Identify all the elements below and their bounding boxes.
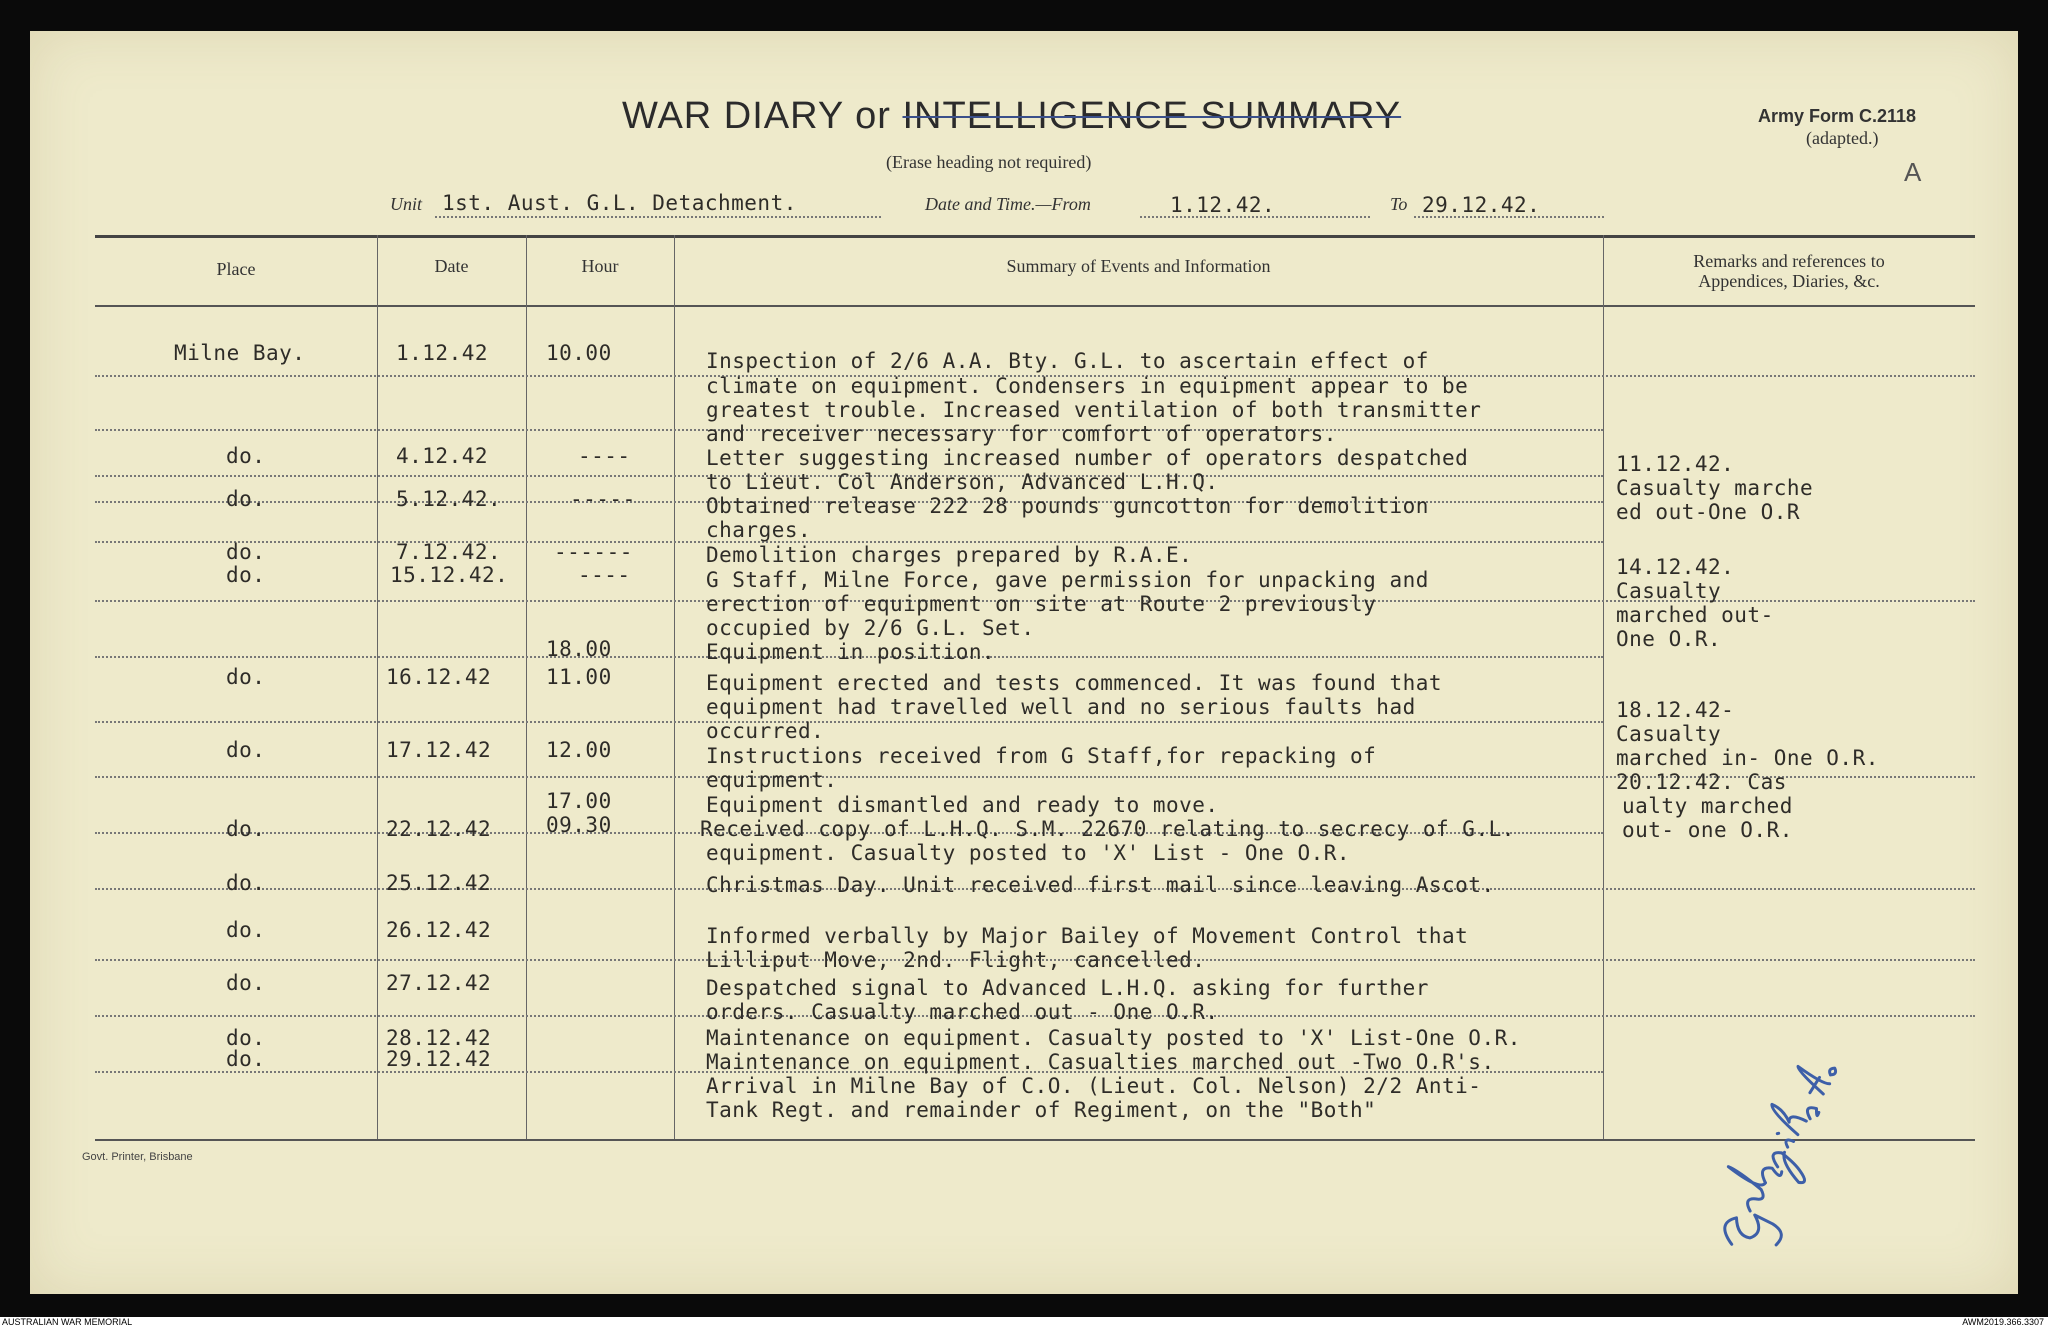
entry-hour: ----: [578, 444, 631, 468]
to-value: 29.12.42.: [1422, 193, 1541, 217]
entry-place: do.: [226, 918, 266, 942]
unit-label: Unit: [390, 194, 423, 214]
entry-text: Demolition charges prepared by R.A.E.: [706, 543, 1193, 567]
footer-left: AUSTRALIAN WAR MEMORIAL: [2, 1317, 133, 1327]
entry-place: do.: [226, 487, 266, 511]
entry-text: Obtained release 222 28 pounds guncotton for demolition: [706, 494, 1429, 518]
entry-text: Letter suggesting increased number of operators despatched: [706, 446, 1469, 470]
entry-place: do.: [226, 817, 266, 841]
entry-hour: -----: [570, 487, 636, 511]
archive-footer: [0, 1317, 2048, 1328]
entry-text: Equipment erected and tests commenced. It was found that: [706, 671, 1443, 695]
date-label: Date and Time.—From: [925, 194, 1091, 214]
entry-text: Lilliput Move, 2nd. Flight, cancelled.: [706, 948, 1206, 972]
col-header-hour: Hour: [581, 256, 619, 276]
entry-place: Milne Bay.: [174, 341, 306, 365]
entry-text: Received copy of L.H.Q. S.M. 22670 relating to secrecy of G.L.: [700, 817, 1515, 841]
col-header-summary: Summary of Events and Information: [1006, 256, 1271, 276]
title-or: or: [855, 95, 891, 137]
to-label: To: [1390, 194, 1408, 214]
to-dots: [1414, 216, 1604, 218]
entry-text: Equipment dismantled and ready to move.: [706, 793, 1219, 817]
entry-date: 28.12.42: [386, 1026, 492, 1050]
entry-date: 5.12.42.: [396, 487, 502, 511]
col-header-remarks-2: Appendices, Diaries, &c.: [1698, 271, 1880, 291]
remark-line: marched out-: [1616, 603, 1774, 627]
from-value: 1.12.42.: [1170, 193, 1276, 217]
remark-line: 14.12.42.: [1616, 555, 1735, 579]
col-header-remarks-1: Remarks and references to: [1693, 251, 1885, 271]
entry-place: do.: [226, 665, 266, 689]
erase-note: (Erase heading not required): [886, 152, 1092, 172]
col-header-place: Place: [216, 259, 256, 279]
entry-text: equipment.: [706, 768, 838, 792]
entry-place: do.: [226, 1026, 266, 1050]
title-part-b: INTELLIGENCE SUMMARY: [902, 95, 1402, 137]
entry-place: do.: [226, 738, 266, 762]
entry-date: 26.12.42: [386, 918, 492, 942]
entry-text: Christmas Day. Unit received first mail since leaving Ascot.: [706, 873, 1495, 897]
entry-place: do.: [226, 563, 266, 587]
remark-line: marched in- One O.R.: [1616, 746, 1879, 770]
entry-date: 4.12.42: [396, 444, 489, 468]
entry-text: Tank Regt. and remainder of Regiment, on the "Both": [706, 1098, 1377, 1122]
col-header-date: Date: [434, 256, 469, 276]
remark-line: ualty marched: [1622, 794, 1793, 818]
entry-date: 7.12.42.: [396, 540, 502, 564]
entry-text: Instructions received from G Staff,for repacking of: [706, 744, 1377, 768]
entry-date: 27.12.42: [386, 971, 492, 995]
entry-date: 22.12.42: [386, 817, 492, 841]
entry-text: Informed verbally by Major Bailey of Movement Control that: [706, 924, 1469, 948]
entry-hour: ----: [578, 563, 631, 587]
title-war-diary: [622, 95, 1401, 138]
entry-text: Maintenance on equipment. Casualties marched out -Two O.R's.: [706, 1050, 1495, 1074]
entry-place: do.: [226, 540, 266, 564]
entry-text: Arrival in Milne Bay of C.O. (Lieut. Col. Nelson) 2/2 Anti-: [706, 1074, 1482, 1098]
remark-line: 20.12.42. Cas: [1616, 770, 1787, 794]
entry-text: Inspection of 2/6 A.A. Bty. G.L. to ascertain effect of: [706, 349, 1429, 373]
entry-text: G Staff, Milne Force, gave permission for unpacking and: [706, 568, 1429, 592]
entry-text: occurred.: [706, 719, 825, 743]
entry-text: Equipment in position.: [706, 640, 996, 664]
entry-date: 17.12.42: [386, 738, 492, 762]
entry-text: occupied by 2/6 G.L. Set.: [706, 616, 1035, 640]
entry-place: do.: [226, 1047, 266, 1071]
entry-text: charges.: [706, 518, 812, 542]
signature-text: G de Gifts Lt: [1670, 1028, 1755, 1045]
col-divider-date: [526, 235, 527, 1139]
entry-hour: 10.00: [546, 341, 612, 365]
entry-text: Despatched signal to Advanced L.H.Q. asking for further: [706, 976, 1429, 1000]
unit-value: 1st. Aust. G.L. Detachment.: [442, 191, 797, 215]
entry-hour: 17.00: [546, 789, 612, 813]
entry-hour: 12.00: [546, 738, 612, 762]
entry-place: do.: [226, 971, 266, 995]
entry-place: do.: [226, 444, 266, 468]
remark-line: One O.R.: [1616, 627, 1722, 651]
remark-line: out- one O.R.: [1622, 818, 1793, 842]
entry-text: climate on equipment. Condensers in equipment appear to be: [706, 374, 1469, 398]
row-rule: [95, 721, 1603, 723]
printer-credit: Govt. Printer, Brisbane: [82, 1151, 193, 1163]
remark-line: 11.12.42.: [1616, 452, 1735, 476]
entry-date: 25.12.42: [386, 871, 492, 895]
entry-date: 16.12.42: [386, 665, 492, 689]
entry-text: equipment. Casualty posted to 'X' List - One O.R.: [706, 841, 1351, 865]
col-divider-summary: [1603, 235, 1604, 1139]
remark-line: Casualty: [1616, 579, 1722, 603]
col-divider-place: [377, 235, 378, 1139]
footer-right: AWM2019.366.3307: [1962, 1317, 2044, 1327]
army-form: Army Form C.2118: [1758, 106, 1917, 126]
entry-place: do.: [226, 871, 266, 895]
signature: [1670, 1028, 1910, 1241]
title-part-a: WAR DIARY: [622, 95, 844, 137]
entry-text: equipment had travelled well and no serious faults had: [706, 695, 1416, 719]
corner-mark: A: [1904, 157, 1922, 187]
adapted-note: (adapted.): [1806, 128, 1879, 148]
entry-date: 1.12.42: [396, 341, 489, 365]
entry-date: 15.12.42.: [390, 563, 509, 587]
remark-line: Casualty: [1616, 722, 1722, 746]
col-divider-hour: [674, 235, 675, 1139]
remark-line: ed out-One O.R: [1616, 500, 1801, 524]
entry-hour: ------: [554, 540, 633, 564]
remark-line: Casualty marche: [1616, 476, 1814, 500]
entry-hour: 09.30: [546, 813, 612, 837]
entry-hour: 11.00: [546, 665, 612, 689]
entry-text: and receiver necessary for comfort of operators.: [706, 422, 1337, 446]
entry-date: 29.12.42: [386, 1047, 492, 1071]
entry-text: erection of equipment on site at Route 2 previously: [706, 592, 1377, 616]
entry-text: Maintenance on equipment. Casualty posted to 'X' List-One O.R.: [706, 1026, 1521, 1050]
entry-text: greatest trouble. Increased ventilation of both transmitter: [706, 398, 1482, 422]
entry-hour: 18.00: [546, 637, 612, 661]
diary-sheet: [30, 31, 2018, 1294]
entry-text: to Lieut. Col Anderson, Advanced L.H.Q.: [706, 470, 1219, 494]
unit-dots: [435, 216, 881, 218]
remark-line: 18.12.42-: [1616, 698, 1735, 722]
entry-text: orders. Casualty marched out - One O.R.: [706, 1000, 1219, 1024]
from-dots: [1140, 216, 1370, 218]
